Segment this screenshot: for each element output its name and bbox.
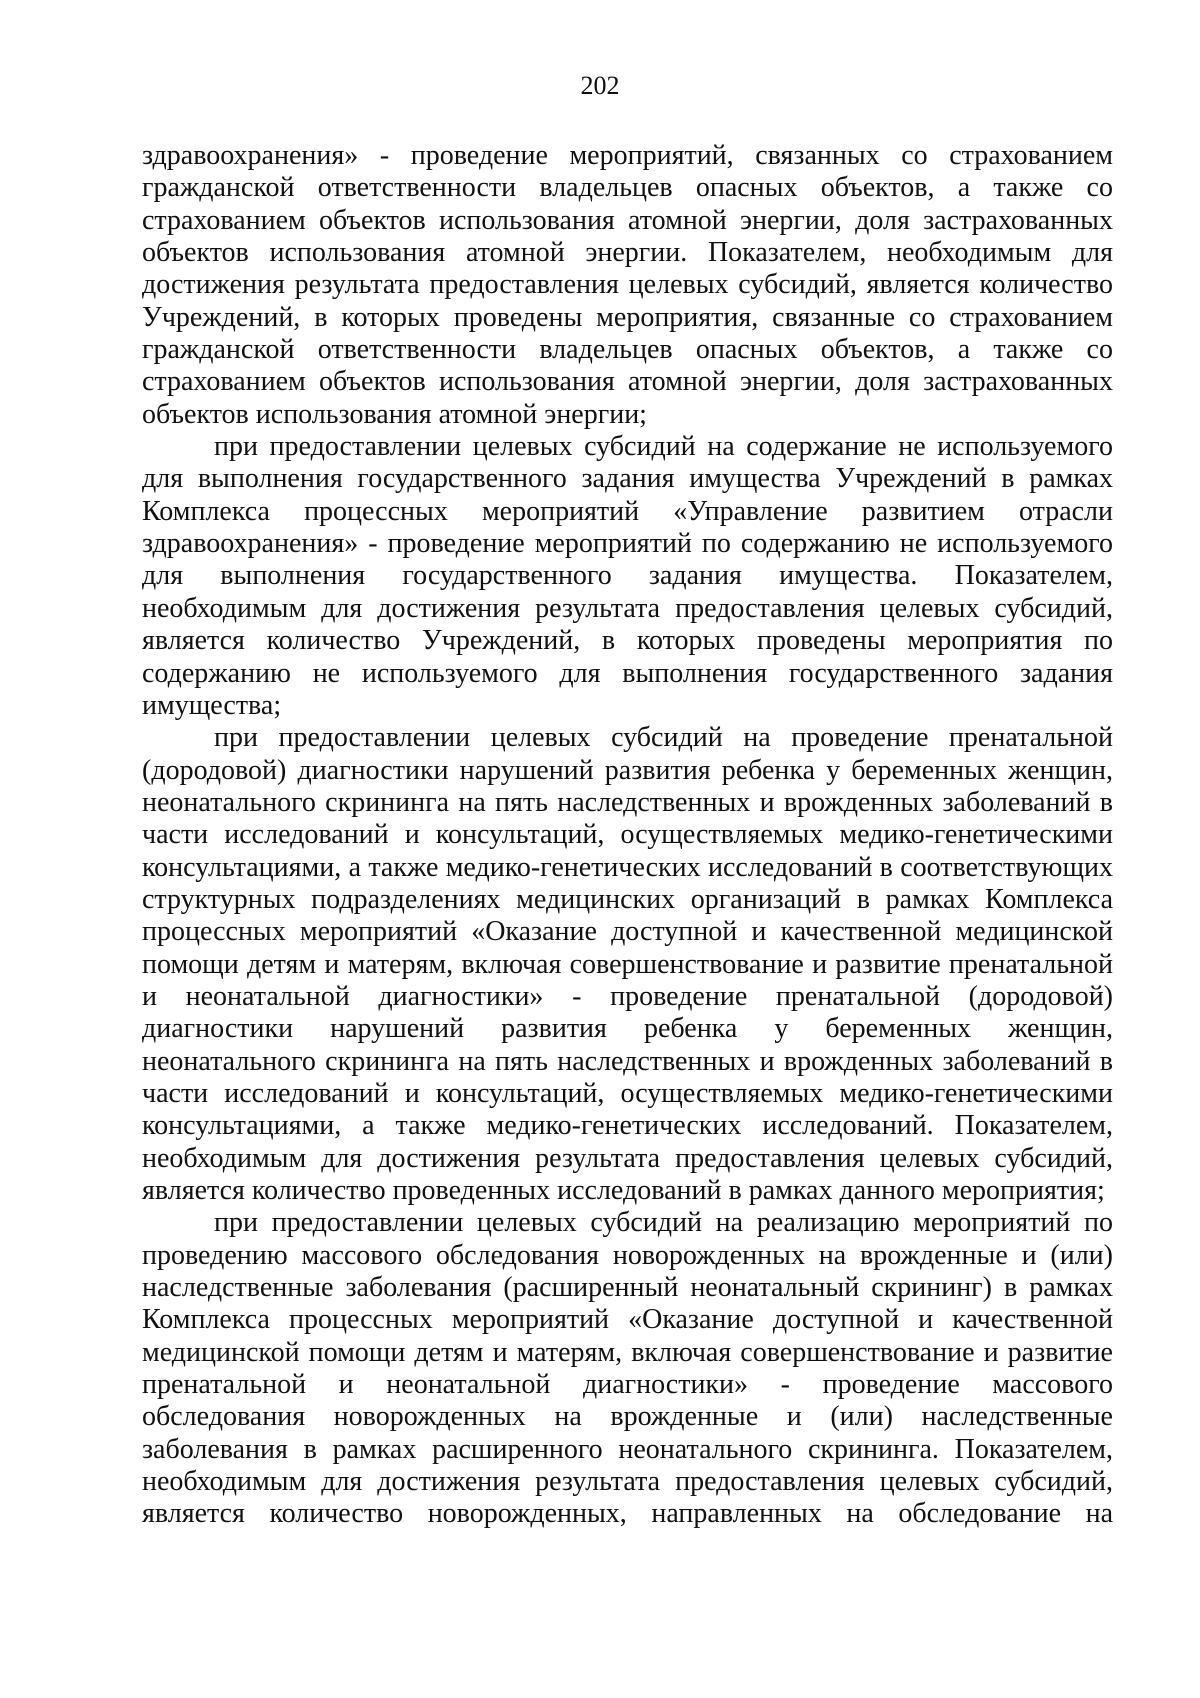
paragraph-prenatal-diagnostics: при предоставлении целевых субсидий на проведение пренатальной (дородовой) диагностики нарушений развития ребенка у беременных женщин, неонатального скрининга на пять наследственных и врожденных заболеваний в части исследований и консультаций, осуществляемых медико-генетическими консультациями, а также медико-генетических исследований в соответствующих структурных подразделениях медицинских организаций в рамках Комплекса процессных мероприятий «Оказание доступной и качественной медицинской помощи детям и матерям, включая совершенствование и развитие пренатальной и неонатальной диагностики» - проведение пренатальной (дородовой) диагностики нарушений развития ребенка у беременных женщин, неонатального скрининга на пять наследственных и врожденных заболеваний в части исследований и консультаций, осуществляемых медико-генетическими консультациями, а также медико-генетических исследований. Показателем, необходимым для достижения результата предоставления целевых субсидий, является количество проведенных исследований в рамках данного мероприятия; — [142, 722, 1113, 1206]
paragraph-property-maintenance: при предоставлении целевых субсидий на содержание не используемого для выполнения государственного задания имущества Учреждений в рамках Комплекса процессных мероприятий «Управление развитием отрасли здравоохранения» - проведение мероприятий по содержанию не используемого для выполнения государственного задания имущества. Показателем, необходимым для достижения результата предоставления целевых субсидий, является количество Учреждений, в которых проведены мероприятия по содержанию не используемого для выполнения государственного задания имущества; — [142, 431, 1113, 721]
page-number: 202 — [580, 71, 620, 100]
paragraph-insurance-continuation: здравоохранения» - проведение мероприятий, связанных со страхованием гражданской ответственности владельцев опасных объектов, а также со страхованием объектов использования атомной энергии, доля застрахованных объектов использования атомной энергии. Показателем, необходимым для достижения результата предоставления целевых субсидий, является количество Учреждений, в которых проведены мероприятия, связанные со страхованием гражданской ответственности владельцев опасных объектов, а также со страхованием объектов использования атомной энергии, доля застрахованных объектов использования атомной энергии; — [142, 140, 1113, 430]
paragraph-newborn-screening: при предоставлении целевых субсидий на реализацию мероприятий по проведению массового обследования новорожденных на врожденные и (или) наследственные заболевания (расширенный неонатальный скрининг) в рамках Комплекса процессных мероприятий «Оказание доступной и качественной медицинской помощи детям и матерям, включая совершенствование и развитие пренатальной и неонатальной диагностики» - проведение массового обследования новорожденных на врожденные и (или) наследственные заболевания в рамках расширенного неонатального скрининга. Показателем, необходимым для достижения результата предоставления целевых субсидий, является количество новорожденных, направленных на обследование на — [142, 1207, 1113, 1530]
body-text — [142, 140, 1113, 1531]
